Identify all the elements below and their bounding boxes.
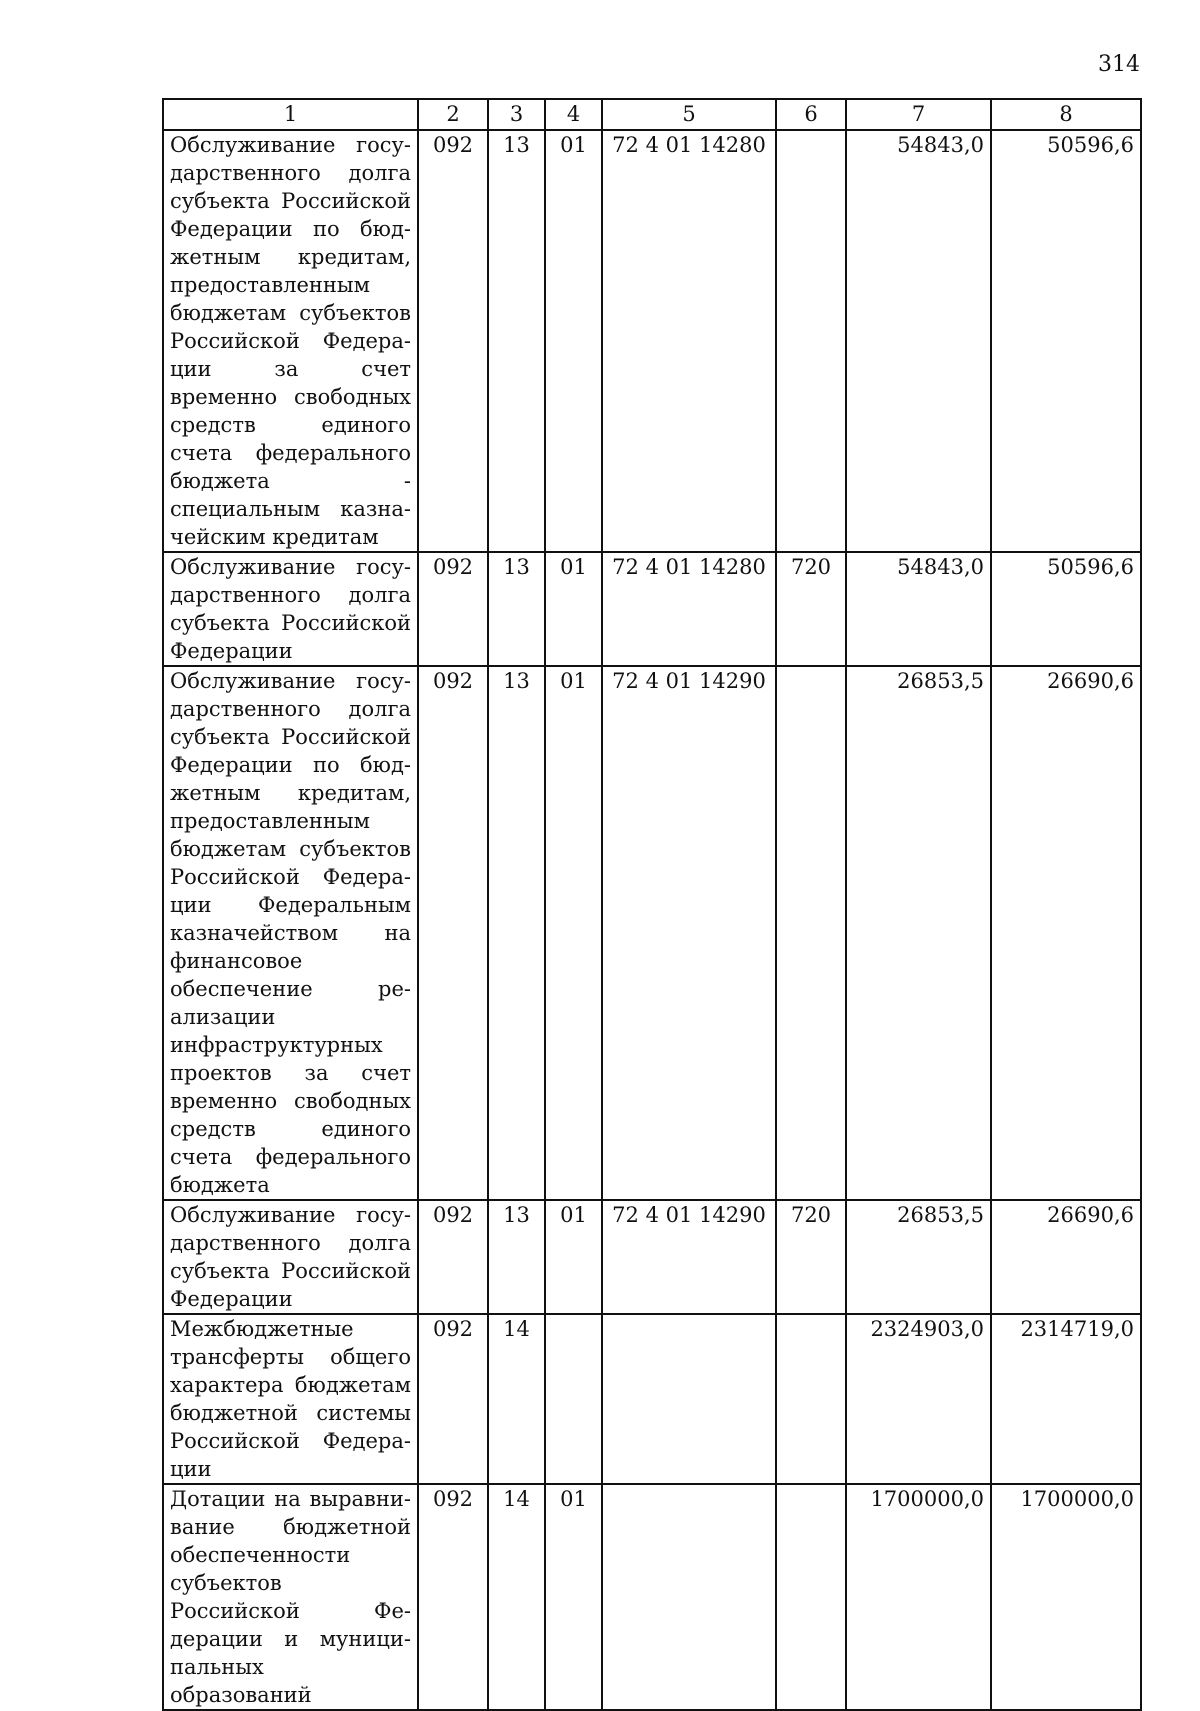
row-ministry-code: 092 <box>418 1314 488 1484</box>
header-col-5: 5 <box>602 99 776 130</box>
header-col-1: 1 <box>163 99 418 130</box>
row-ministry-code: 092 <box>418 1484 488 1710</box>
row-target-code: 72 4 01 14280 <box>602 552 776 666</box>
row-ministry-code: 092 <box>418 552 488 666</box>
table-row <box>163 1314 1141 1484</box>
row-expense-type <box>776 1484 846 1710</box>
row-subsection-code: 01 <box>545 552 602 666</box>
row-amount-7: 54843,0 <box>846 552 991 666</box>
header-row <box>163 99 1141 130</box>
row-section-code: 13 <box>488 130 545 552</box>
row-expense-type <box>776 1314 846 1484</box>
row-section-code: 14 <box>488 1484 545 1710</box>
row-amount-8: 26690,6 <box>991 1200 1141 1314</box>
row-subsection-code: 01 <box>545 666 602 1200</box>
row-subsection-code: 01 <box>545 1484 602 1710</box>
row-description: Обслуживание государственного долга субъекта Российской Федерации по бюджетным кредитам, предоставленным бюджетам субъектов Российской Федерации Федеральным казначейством на финансовое обеспечение реализации инфраструктурных проектов за счет временно свободных средств единого счета федерального бюджета <box>163 666 418 1200</box>
budget-table <box>162 98 1142 1711</box>
row-target-code <box>602 1314 776 1484</box>
page-number: 314 <box>1098 52 1140 77</box>
row-section-code: 14 <box>488 1314 545 1484</box>
table-row <box>163 552 1141 666</box>
row-description: Обслуживание государственного долга субъекта Российской Федерации по бюджетным кредитам, предоставленным бюджетам субъектов Российской Федерации за счет временно свободных средств единого счета федерального бюджета - специальным казначейским кредитам <box>163 130 418 552</box>
row-description: Обслуживание государственного долга субъекта Российской Федерации <box>163 552 418 666</box>
row-subsection-code <box>545 1314 602 1484</box>
header-col-8: 8 <box>991 99 1141 130</box>
row-amount-8: 1700000,0 <box>991 1484 1141 1710</box>
row-amount-7: 2324903,0 <box>846 1314 991 1484</box>
table-row <box>163 1484 1141 1710</box>
row-target-code: 72 4 01 14290 <box>602 666 776 1200</box>
header-col-6: 6 <box>776 99 846 130</box>
row-amount-8: 2314719,0 <box>991 1314 1141 1484</box>
row-amount-8: 26690,6 <box>991 666 1141 1200</box>
row-expense-type <box>776 130 846 552</box>
row-ministry-code: 092 <box>418 666 488 1200</box>
row-amount-7: 26853,5 <box>846 1200 991 1314</box>
header-col-7: 7 <box>846 99 991 130</box>
row-amount-7: 1700000,0 <box>846 1484 991 1710</box>
table-row <box>163 1200 1141 1314</box>
row-amount-8: 50596,6 <box>991 552 1141 666</box>
header-col-2: 2 <box>418 99 488 130</box>
row-amount-7: 54843,0 <box>846 130 991 552</box>
row-section-code: 13 <box>488 1200 545 1314</box>
row-description: Межбюджетные трансферты общего характера бюджетам бюджетной системы Российской Федерации <box>163 1314 418 1484</box>
row-subsection-code: 01 <box>545 130 602 552</box>
row-ministry-code: 092 <box>418 130 488 552</box>
row-description: Обслуживание государственного долга субъекта Российской Федерации <box>163 1200 418 1314</box>
row-section-code: 13 <box>488 552 545 666</box>
row-description: Дотации на выравнивание бюджетной обеспеченности субъектов Российской Федерации и муниципальных образований <box>163 1484 418 1710</box>
row-target-code: 72 4 01 14290 <box>602 1200 776 1314</box>
row-subsection-code: 01 <box>545 1200 602 1314</box>
header-col-3: 3 <box>488 99 545 130</box>
table-row <box>163 666 1141 1200</box>
row-expense-type <box>776 666 846 1200</box>
row-expense-type: 720 <box>776 1200 846 1314</box>
row-section-code: 13 <box>488 666 545 1200</box>
row-ministry-code: 092 <box>418 1200 488 1314</box>
table-row <box>163 130 1141 552</box>
row-amount-8: 50596,6 <box>991 130 1141 552</box>
row-target-code <box>602 1484 776 1710</box>
row-amount-7: 26853,5 <box>846 666 991 1200</box>
header-col-4: 4 <box>545 99 602 130</box>
row-expense-type: 720 <box>776 552 846 666</box>
row-target-code: 72 4 01 14280 <box>602 130 776 552</box>
